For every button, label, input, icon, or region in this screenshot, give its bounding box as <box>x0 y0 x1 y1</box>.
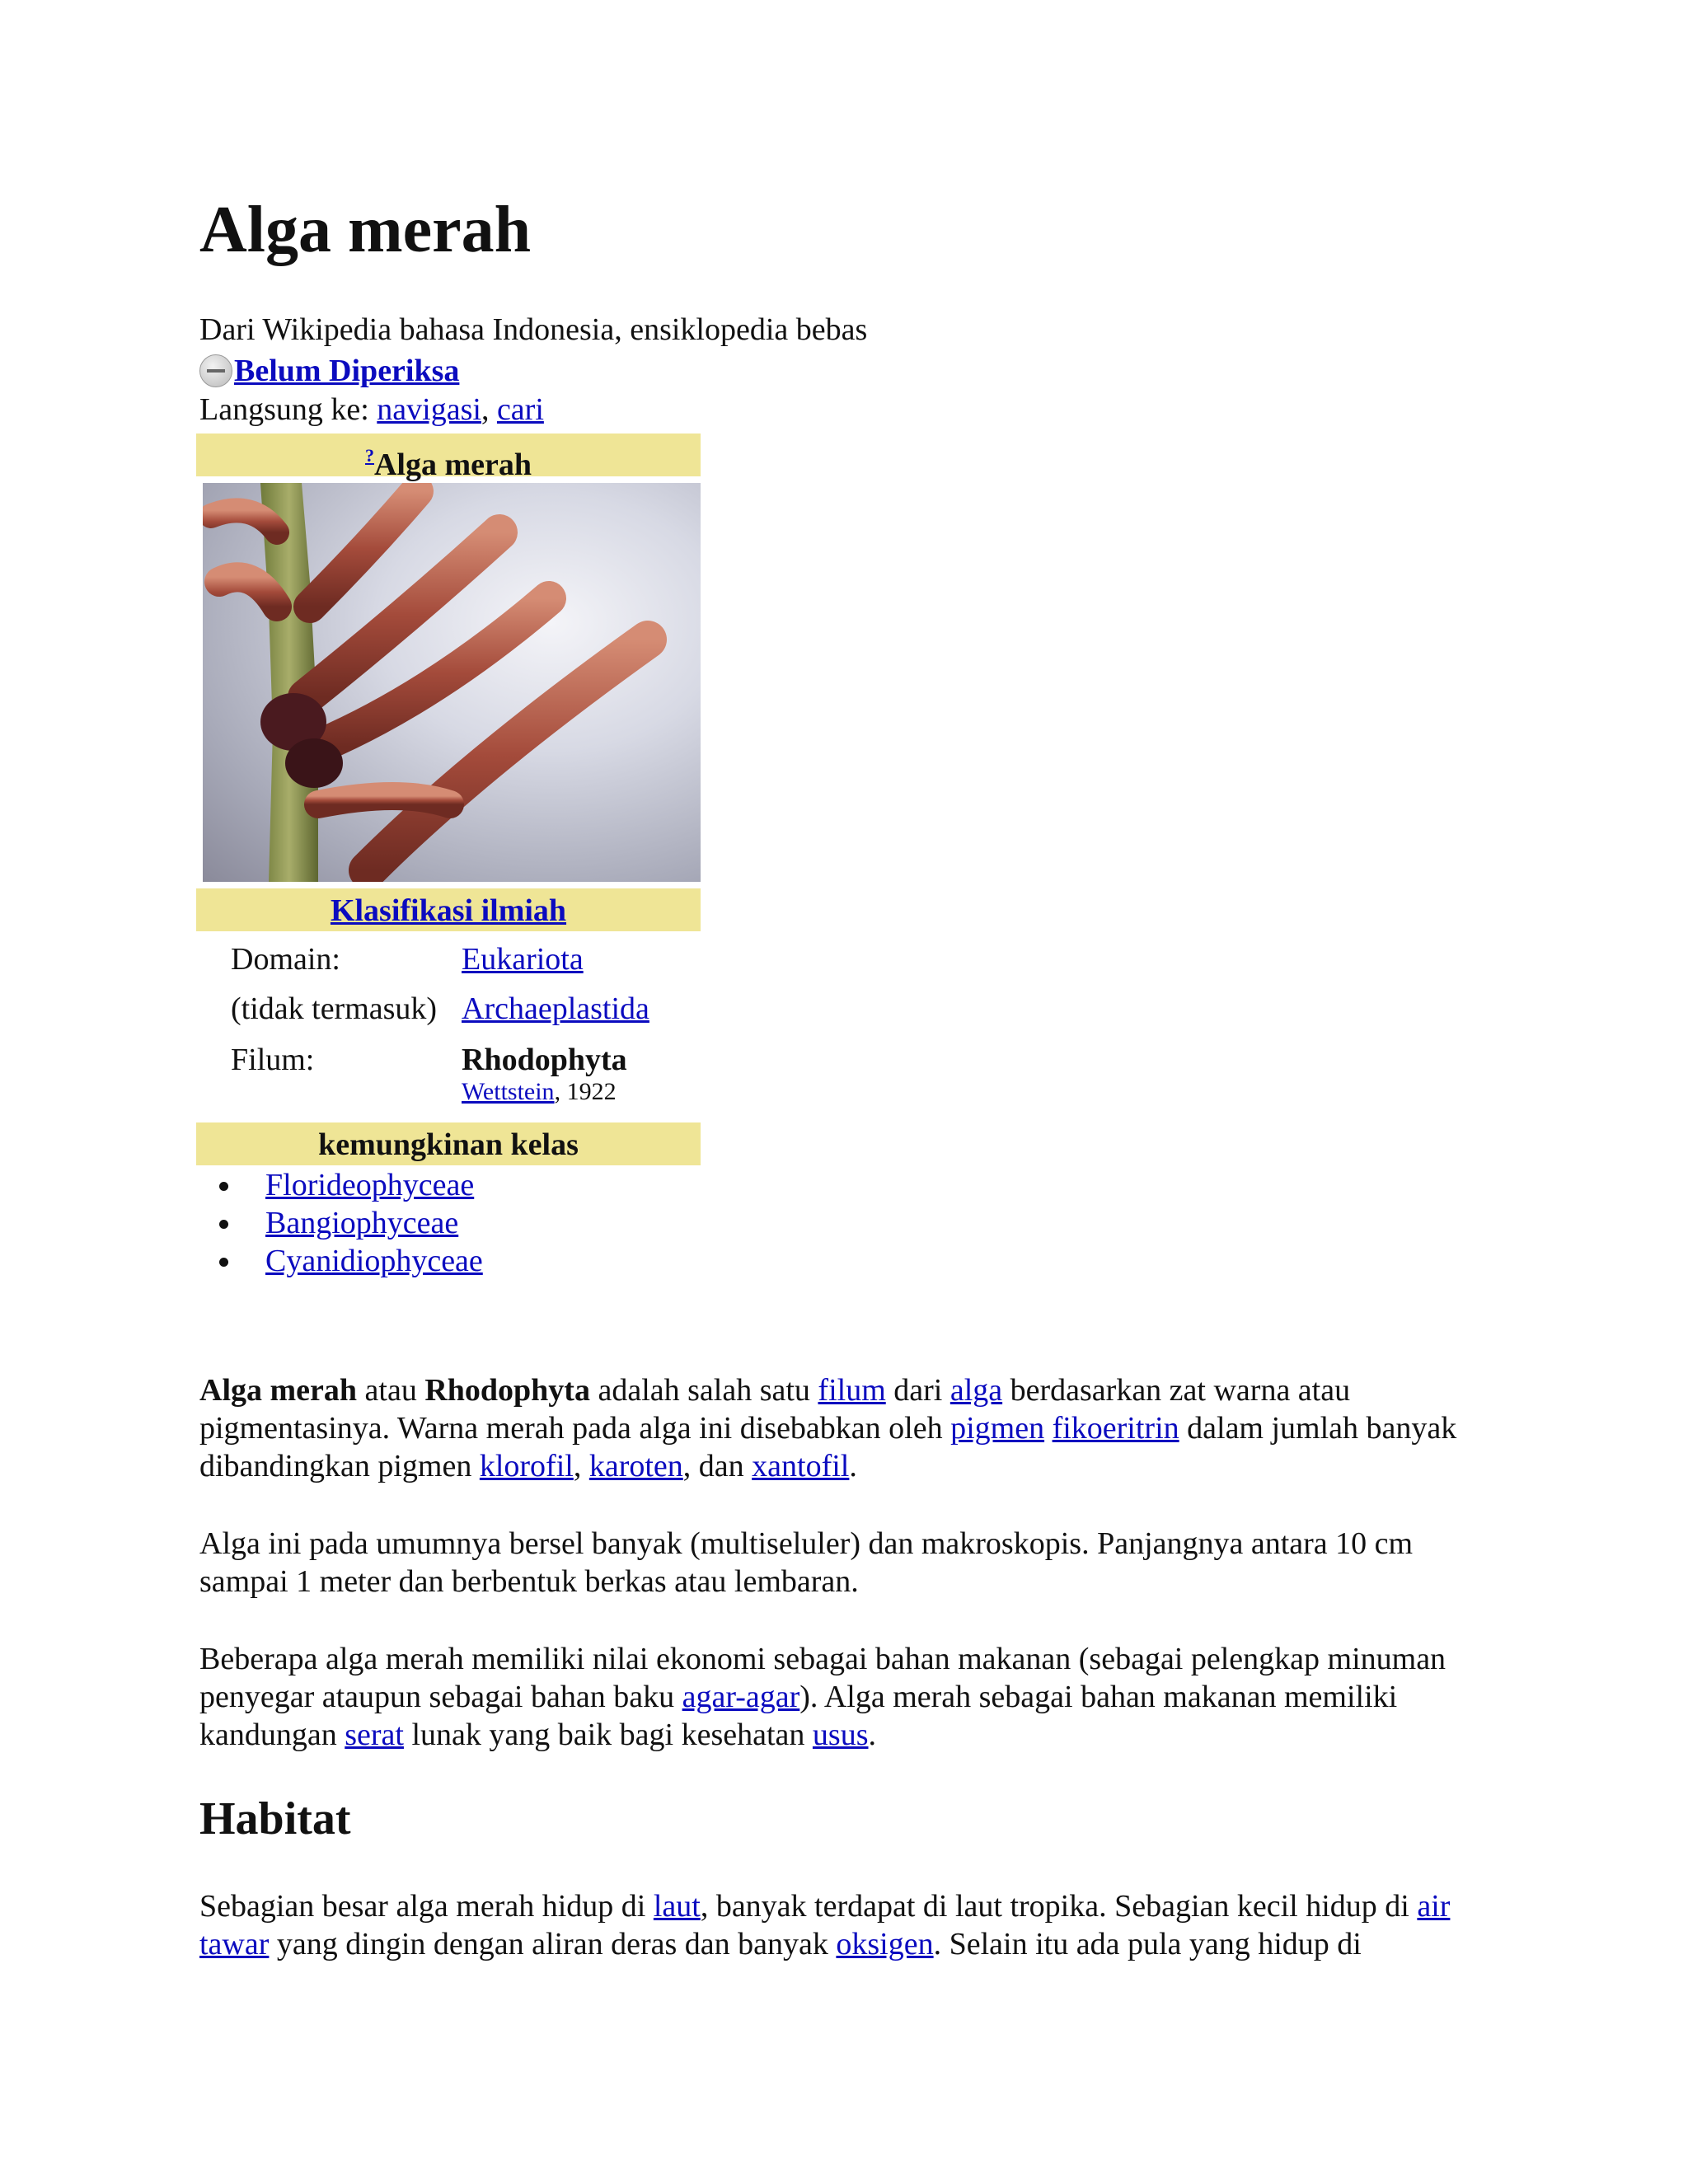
review-status-link[interactable]: Belum Diperiksa <box>234 354 460 388</box>
domain-link[interactable]: Eukariota <box>462 942 584 977</box>
text-span: atau <box>357 1373 425 1408</box>
authority-link[interactable]: Wettstein <box>462 1078 555 1105</box>
text-span <box>1044 1411 1053 1446</box>
taxobox-title <box>196 434 701 482</box>
domain-label: Domain: <box>231 942 340 977</box>
authority-year: , 1922 <box>554 1078 617 1105</box>
link-filum[interactable]: filum <box>818 1373 886 1408</box>
jump-links <box>199 391 544 428</box>
bold-term: Alga merah <box>199 1373 358 1408</box>
text-span: dalam jumlah banyak dibandingkan pigmen <box>199 1411 1457 1483</box>
link-oksigen[interactable]: oksigen <box>836 1927 934 1961</box>
class-link-cyanidiophyceae[interactable]: Cyanidiophyceae <box>265 1244 483 1278</box>
bullet-icon <box>219 1258 228 1267</box>
red-algae-photo <box>203 483 701 882</box>
text-span: lunak yang baik bagi kesehatan <box>403 1718 813 1752</box>
text-span: . Selain itu ada pula yang hidup di <box>933 1927 1362 1961</box>
phylum-value: Rhodophyta <box>462 1043 627 1077</box>
classification-table <box>196 931 701 1122</box>
list-item <box>265 1243 483 1279</box>
link-serat[interactable]: serat <box>345 1718 404 1752</box>
link-agar-agar[interactable]: agar-agar <box>682 1680 800 1714</box>
size-paragraph: Alga ini pada umumnya bersel banyak (multiseluler) dan makroskopis. Panjangnya antara 10 cm sampai 1 meter dan berbentuk berkas atau lembaran. <box>199 1526 1414 1599</box>
text-span: adalah salah satu <box>589 1373 818 1408</box>
page-subtitle: Dari Wikipedia bahasa Indonesia, ensiklopedia bebas <box>199 312 868 347</box>
text-span: dari <box>885 1373 950 1408</box>
link-laut[interactable]: laut <box>653 1889 701 1924</box>
link-alga[interactable]: alga <box>950 1373 1003 1408</box>
text-span: . <box>849 1449 857 1483</box>
link-xantofil[interactable]: xantofil <box>752 1449 850 1483</box>
unranked-label: (tidak termasuk) <box>231 991 438 1026</box>
bullet-icon <box>219 1182 228 1191</box>
bullet-icon <box>219 1220 228 1229</box>
class-link-florideophyceae[interactable]: Florideophyceae <box>265 1168 475 1202</box>
list-item <box>265 1167 474 1203</box>
text-span: ). Alga merah sebagai bahan makanan memiliki kandungan <box>199 1680 1398 1752</box>
habitat-paragraph <box>199 1887 1502 1963</box>
unranked-link[interactable]: Archaeplastida <box>462 991 649 1026</box>
unreviewed-icon <box>199 354 232 387</box>
link-klorofil[interactable]: klorofil <box>479 1449 574 1483</box>
intro-paragraph <box>199 1371 1502 1485</box>
link-karoten[interactable]: karoten <box>588 1449 683 1483</box>
link-usus[interactable]: usus <box>812 1718 869 1752</box>
jump-search-link[interactable]: cari <box>496 392 544 427</box>
text-span: Sebagian besar alga merah hidup di <box>199 1889 654 1924</box>
bold-term: Rhodophyta <box>424 1373 590 1408</box>
page-title: Alga merah <box>199 194 532 266</box>
jump-navigation-link[interactable]: navigasi <box>377 392 481 427</box>
classification-header <box>196 888 701 931</box>
text-span: , <box>573 1449 589 1483</box>
classification-link[interactable]: Klasifikasi ilmiah <box>330 893 567 928</box>
economy-paragraph <box>199 1640 1502 1754</box>
text-span: berdasarkan zat warna atau pigmentasinya. Warna merah pada alga ini disebabkan oleh <box>199 1373 1351 1446</box>
taxobox-name: Alga merah <box>373 448 532 482</box>
link-pigmen[interactable]: pigmen <box>950 1411 1045 1446</box>
section-heading-habitat: Habitat <box>199 1793 351 1844</box>
text-span: , banyak terdapat di laut tropika. Sebagian kecil hidup di <box>700 1889 1418 1924</box>
jump-prefix: Langsung ke: <box>199 392 377 427</box>
phylum-label: Filum: <box>231 1043 315 1077</box>
text-span: Beberapa alga merah memiliki nilai ekonomi sebagai bahan makanan (sebagai pelengkap minuman penyegar ataupun sebagai bahan baku <box>199 1642 1447 1714</box>
text-span: yang dingin dengan aliran deras dan banyak <box>269 1927 837 1961</box>
text-span: , dan <box>682 1449 753 1483</box>
list-item <box>265 1205 458 1241</box>
taxobox <box>196 434 701 1297</box>
link-fikoeritrin[interactable]: fikoeritrin <box>1052 1411 1179 1446</box>
review-status <box>199 353 459 389</box>
classes-list <box>196 1165 701 1297</box>
text-span: . <box>868 1718 876 1752</box>
taxobox-image[interactable] <box>203 483 701 882</box>
link-air-tawar[interactable]: air tawar <box>199 1889 1451 1961</box>
taxobox-help-link[interactable]: ? <box>364 445 374 466</box>
phylum-authority <box>462 1078 617 1106</box>
classes-header: kemungkinan kelas <box>196 1122 701 1165</box>
class-link-bangiophyceae[interactable]: Bangiophyceae <box>265 1206 459 1240</box>
jump-separator: , <box>481 392 497 427</box>
